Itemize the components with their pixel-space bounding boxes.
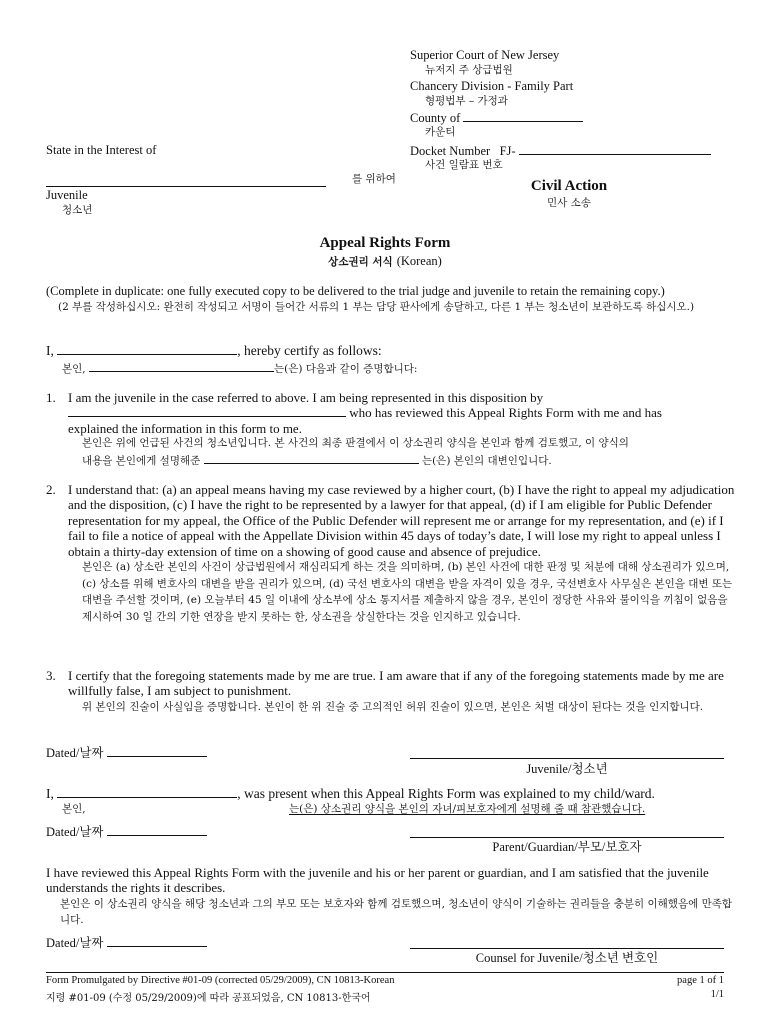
certify-line: I, , hereby certify as follows: <box>46 343 382 358</box>
certify-line-ko: 본인, 는(은) 다음과 같이 증명합니다: <box>62 360 417 376</box>
item-number: 2. <box>46 482 56 497</box>
item-1-ko-b: 내용을 본인에게 설명해준 는(은) 본인의 대변인입니다. <box>82 452 552 468</box>
court-name-ko: 뉴저지 주 상급법원 <box>425 64 513 76</box>
division-name: Chancery Division - Family Part <box>410 79 574 93</box>
instructions: (Complete in duplicate: one fully executed copy to be delivered to the trial judge and juvenile to retain the remaining copy.) (2 부를 작성하십시오: 완전히 작성되고 서명이 들어간 서류의 1 부는 담당 판사에게 송달하고, 다른 1 부는 청소년이 보관하도록 하십시오.) <box>46 284 695 314</box>
item-number: 3. <box>46 668 56 683</box>
dated-line[interactable] <box>107 745 207 757</box>
dated-line[interactable] <box>107 824 207 836</box>
juvenile-name-line[interactable] <box>46 186 326 187</box>
parent-signature-line[interactable] <box>410 837 724 838</box>
dated-label: Dated/날짜 <box>46 824 207 840</box>
state-interest-label: State in the Interest of <box>46 143 157 157</box>
county-label-ko: 카운티 <box>425 126 456 138</box>
civil-action-title: Civil Action <box>530 178 608 194</box>
item-3-text: I certify that the foregoing statements made by me are true. I am aware that if any of the foregoing statements made by me are willfully false, I am subject to punishment. 위 본인의 진술이 사실임을 증명합니다. 본인이 한 위 진술 중 고의적인 허위 진술이 있으면, 본인은 처벌 대상이 된다는 것을 인지합니다. <box>68 668 724 713</box>
item-1-line-b: who has reviewed this Appeal Rights Form with me and has <box>68 405 662 420</box>
dated-label: Dated/날짜 <box>46 935 207 951</box>
item-1-ko-a: 본인은 위에 언급된 사건의 청소년입니다. 본 사건의 최종 판결에서 이 상소권리 양식을 본인과 함께 검토했고, 이 양식의 <box>82 437 629 449</box>
present-line: I, , was present when this Appeal Rights Form was explained to my child/ward. <box>46 786 655 801</box>
counsel-statement: I have reviewed this Appeal Rights Form with the juvenile and his or her parent or guardian, and I am satisfied that the juvenile understands the rights it describes. 본인은 이 상소권리 양식을 해당 청소년과 그의 부모 또는 보호자와 함께 검토했으며, 청소년이 양식이 기술하는 권리들을 충분히 이해했음에 만족합니다. <box>46 865 732 926</box>
court-name: Superior Court of New Jersey <box>410 48 560 62</box>
county-label: County of <box>410 110 583 126</box>
form-title-ko: 상소권리 서식 (Korean) <box>328 254 442 268</box>
form-title: Appeal Rights Form <box>319 235 451 251</box>
footer-form-id: Form Promulgated by Directive #01-09 (corrected 05/29/2009), CN 10813-Korean <box>46 975 395 986</box>
juvenile-label: Juvenile <box>46 188 88 202</box>
page-number-ko: 1/1 <box>710 989 724 1000</box>
civil-action-title-ko: 민사 소송 <box>547 197 591 209</box>
item-1-line-a: I am the juvenile in the case referred to above. I am being represented in this disposition by <box>68 390 544 405</box>
item-1-line-c: explained the information in this form to me. <box>68 421 302 436</box>
certify-name-line[interactable] <box>57 343 237 355</box>
item-number: 1. <box>46 390 56 405</box>
docket-label: Docket Number FJ- <box>410 143 711 159</box>
counsel-signature-label: Counsel for Juvenile/청소년 변호인 <box>475 951 659 965</box>
page-number: page 1 of 1 <box>677 975 724 986</box>
item-2-text: I understand that: (a) an appeal means having my case reviewed by a higher court, (b) I have the right to appeal my adjudication and the disposition, (c) I have the right to be represented by a lawyer for that appeal, (d) if I am eligible for Public Defender representation for my appeal, the Office of the Public Defender will represent me or arrange for my representation, and (e) if I fail to file a notice of appeal with the Appellate Division within 45 days of today’s date, I will lose my right to appeal unless I obtain a thirty-day extension of time on a showing of good cause and absence of prejudice. 본인은 (a) 상소란 본인의 사건이 상급법원에서 재심리되게 하는 것을 의미하며, (b) 본인 사건에 대한 판정 및 처분에 대해 상소권리가 있으며, (c) 상소를 위해 변호사의 대변을 받을 권리가 있으며, (d) 국선 변호사의 대변을 받을 자격이 있을 경우, 국선변호사 사무실은 본인을 대변 또는 대변을 주선할 것이며, (e) 오늘부터 45 일 이내에 상소부에 상소 통지서를 제출하지 않을 경우, 본인이 정당한 사유와 불이익을 끼침이 없음을 제시하여 30 일 간의 기한 연장을 받지 못하는 한, 상소권을 상실한다는 것을 인지하고 있습니다. <box>68 482 735 623</box>
footer-divider <box>46 972 724 973</box>
for-label-ko: 를 위하여 <box>352 173 396 185</box>
division-name-ko: 형평법부 – 가정과 <box>425 95 508 107</box>
juvenile-label-ko: 청소년 <box>62 204 93 216</box>
parent-name-line[interactable] <box>57 786 237 798</box>
present-line-ko: 본인, 는(은) 상소권리 양식을 본인의 자녀/피보호자에게 설명해 줄 때 참관했습니다. <box>62 803 646 815</box>
dated-label: Dated/날짜 <box>46 745 207 761</box>
parent-signature-label: Parent/Guardian/부모/보호자 <box>492 840 642 854</box>
footer-form-id-ko: 지령 #01-09 (수정 05/29/2009)에 따라 공표되었음, CN 10813-한국어 <box>46 993 371 1004</box>
representative-name-line[interactable] <box>68 405 346 417</box>
counsel-signature-line[interactable] <box>410 948 724 949</box>
docket-label-ko: 사건 일람표 번호 <box>425 159 503 171</box>
dated-line[interactable] <box>107 935 207 947</box>
juvenile-signature-label: Juvenile/청소년 <box>526 762 608 776</box>
juvenile-signature-line[interactable] <box>410 758 724 759</box>
